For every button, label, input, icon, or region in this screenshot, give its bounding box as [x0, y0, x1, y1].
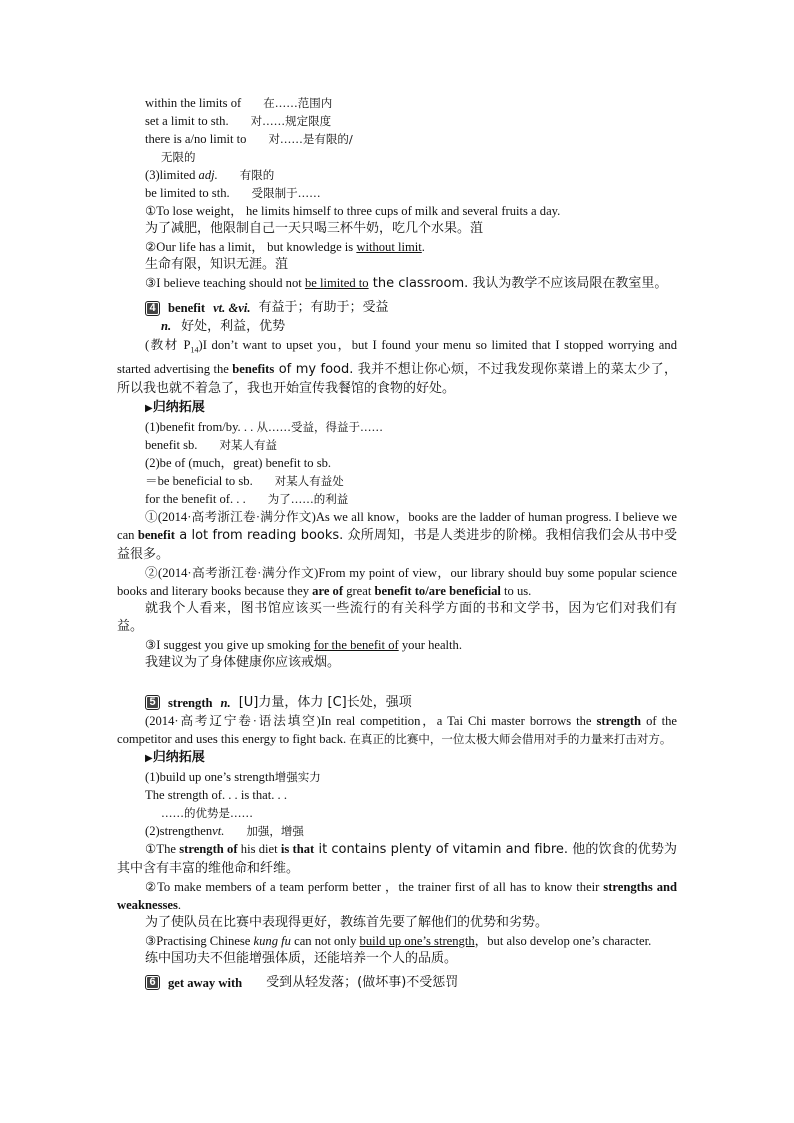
- phrase-zh: 受限制于……: [251, 186, 321, 200]
- part-of-speech: n.: [220, 695, 231, 710]
- phrase-line: (1)build up one’s strength增强实力: [145, 769, 321, 784]
- triangle-icon: ▶: [145, 752, 153, 764]
- part-of-speech: vt. &vi.: [213, 301, 251, 315]
- example-sentence: ②(2014·高考浙江卷·满分作文)From my point of view，our library should buy some popular science books and literary books because they are of great benefit to/are beneficial to us.: [117, 565, 677, 598]
- entry-heading: [117, 694, 677, 712]
- extension-title: ▶归纳拓展: [145, 749, 205, 765]
- example-sentence: ②Our life has a limit， but knowledge is without limit.: [145, 240, 425, 254]
- example-sentence: ③I suggest you give up smoking for the benefit of your health.: [145, 637, 463, 652]
- phrase-line: (2)strengthenvt. 加强，增强: [145, 823, 304, 838]
- answer-underline: be limited to: [304, 276, 369, 290]
- phrase-zh: 对……是有限的/: [268, 132, 353, 146]
- phrase-en: be limited to sth.: [145, 186, 230, 200]
- extension-title: ▶归纳拓展: [145, 399, 205, 415]
- phrase-line: [117, 94, 677, 112]
- answer-underline: for the benefit of: [313, 637, 399, 652]
- example-translation: 为了减肥，他限制自己一天只喝三杯牛奶，吃几个水果。菹: [145, 221, 484, 236]
- phrase-line: [117, 112, 677, 130]
- phrase-zh: 有限的: [239, 168, 275, 182]
- headword: get away with: [168, 975, 243, 990]
- answer-underline: build up one’s strength: [359, 933, 475, 948]
- triangle-icon: ▶: [145, 402, 153, 414]
- example-sentence: ③I believe teaching should not be limited to the classroom. 我认为教学不应该局限在教室里。: [145, 276, 668, 291]
- example-sentence: ②To make members of a team perform better ，the trainer first of all has to know their strengths and weaknesses.: [117, 879, 678, 912]
- meaning-line: n. 好处，利益，优势: [161, 319, 286, 334]
- headword: strength: [168, 695, 213, 710]
- entry-number-icon: [145, 301, 160, 316]
- answer-underline: without limit: [356, 240, 422, 254]
- phrase-zh: 无限的: [161, 150, 196, 164]
- source-sentence: (2014·高考辽宁卷·语法填空)In real competition，a Tai Chi master borrows the strength of the competitor and uses this energy to fight back. 在真正的比赛中，一位太极大师会借用对手的力量来打击对方。: [117, 713, 677, 746]
- meaning: 受到从轻发落；(做坏事)不受惩罚: [266, 974, 459, 990]
- phrase-en: within the limits of: [145, 96, 242, 110]
- phrase-line: ＝be beneficial to sb. 对某人有益处: [145, 473, 344, 488]
- phrase-line: [117, 130, 677, 148]
- entry-number-icon: [145, 975, 160, 990]
- example-translation: 生命有限，知识无涯。菹: [145, 257, 289, 272]
- phrase-line: ……的优势是……: [161, 805, 253, 820]
- phrase-zh: 在……范围内: [263, 96, 333, 110]
- example-sentence: ①(2014·高考浙江卷·满分作文)As we all know，books are the ladder of human progress. I believe we can benefit a lot from reading books. 众所周知，书是人类进步的阶梯。我相信我们会从书中受益很多。: [117, 509, 677, 562]
- example-translation: 就我个人看来，图书馆应该买一些流行的有关科学方面的书和文学书，因为它们对我们有益。: [117, 600, 677, 634]
- phrase-line: (1)benefit from/by. . . 从……受益，得益于……: [145, 419, 383, 434]
- example-sentence: ①The strength of his diet is that it contains plenty of vitamin and fibre. 他的饮食的优势为其中含有丰富的维他命和纤维。: [117, 841, 677, 876]
- phrase-line: The strength of. . . is that. . .: [145, 787, 288, 802]
- entry-number-icon: [145, 695, 160, 710]
- phrase-en: there is a/no limit to: [145, 132, 247, 146]
- example-translation: 练中国功夫不但能增强体质，还能培养一个人的品质。: [145, 950, 458, 966]
- meaning: [U]力量，体力 [C]长处，强项: [238, 694, 412, 710]
- document-page: [117, 94, 677, 992]
- part-of-speech: adj.: [198, 168, 218, 182]
- phrase-line: [117, 148, 677, 166]
- example-translation: 我建议为了身体健康你应该戒烟。: [145, 654, 341, 670]
- phrase-line: benefit sb. 对某人有益: [145, 437, 277, 452]
- example-sentence: ③Practising Chinese kung fu can not only build up one’s strength，but also develop one’s character.: [145, 933, 652, 948]
- entry-heading: [117, 974, 677, 992]
- example-sentence: ①To lose weight， he limits himself to three cups of milk and several fruits a day.: [145, 204, 561, 218]
- phrase-line: for the benefit of. . . 为了……的利益: [145, 491, 349, 506]
- headword: benefit: [168, 301, 206, 315]
- phrase-line: (2)be of (much，great) benefit to sb.: [145, 455, 332, 470]
- meaning: 有益于；有助于；受益: [258, 300, 389, 315]
- phrase-line: [117, 166, 677, 184]
- phrase-line: [117, 184, 677, 202]
- example-translation: 为了使队员在比赛中表现得更好，教练首先要了解他们的优势和劣势。: [145, 914, 549, 930]
- phrase-en: set a limit to sth.: [145, 114, 229, 128]
- phrase-en: (3)limited: [145, 168, 196, 182]
- phrase-zh: 对……规定限度: [250, 114, 332, 128]
- entry-heading: [117, 299, 677, 317]
- source-sentence: (教材 $P_{14})I$ don’t want to upset you，but I found your menu so limited that I stopped worrying and started advertising the benefits of my food. 我并不想让你心烦，不过我发现你菜谱上的菜太少了，所以我也就不着急了，我也开始宣传我餐馆的食物的好处。: [117, 338, 677, 396]
